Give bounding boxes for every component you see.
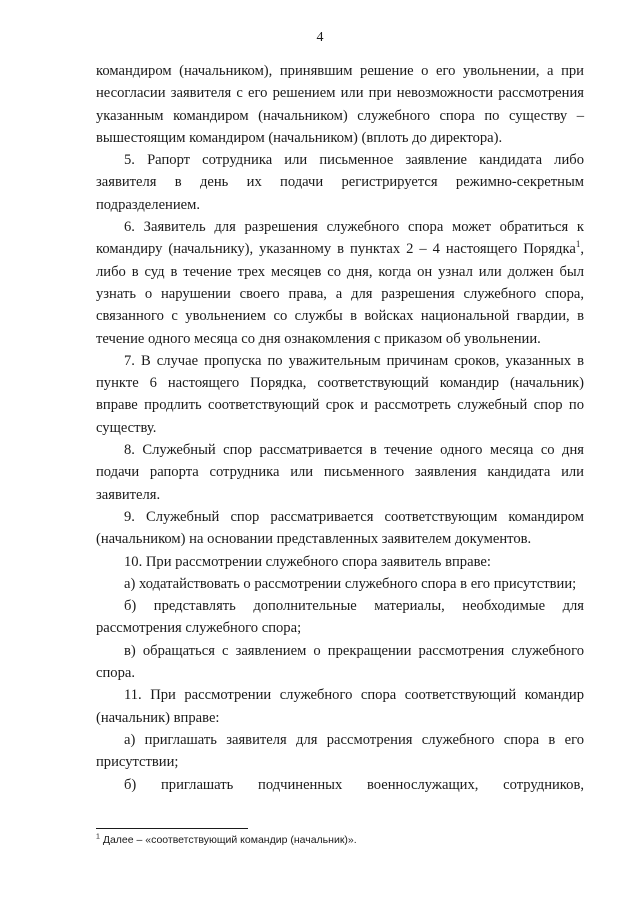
paragraph-continuation: командиром (начальником), принявшим решение о его увольнении, а при несогласии заявителя с его решением или при невозможности рассмотрения указанным командиром (начальником) служебного спора по существу – вышестоящим командиром (начальником) (вплоть до директора). xyxy=(96,63,584,146)
paragraph-9: 9. Служебный спор рассматривается соответствующим командиром (начальником) на основании представленных заявителем документов. xyxy=(96,508,584,548)
paragraph-10-a: а) ходатайствовать о рассмотрении служебного спора в его присутствии; xyxy=(124,575,577,592)
paragraph-11-a: а) приглашать заявителя для рассмотрения служебного спора в его присутствии; xyxy=(96,731,584,771)
paragraph-6 xyxy=(96,216,584,350)
paragraph-11-b: б) приглашать подчиненных военнослужащих, сотрудников, xyxy=(124,776,584,793)
document-body xyxy=(96,60,584,796)
footnote-text: Далее – «соответствующий командир (начальник)». xyxy=(102,834,357,846)
paragraph-6-part-2: , либо в суд в течение трех месяцев со дня, когда он узнал или должен был узнать о нарушении своего права, а для разрешения служебного спора, связанного с увольнением со службы в войсках национальной гвардии, в течение одного месяца со дня ознакомления с приказом об увольнении. xyxy=(96,241,584,347)
page-number: 4 xyxy=(316,30,324,45)
paragraph-8: 8. Служебный спор рассматривается в течение одного месяца со дня подачи рапорта сотрудника или письменного заявления кандидата или заявителя. xyxy=(96,442,584,503)
paragraph-10: 10. При рассмотрении служебного спора заявитель вправе: xyxy=(124,553,491,570)
footnote-reference: 1 xyxy=(575,239,581,250)
paragraph-10-b: б) представлять дополнительные материалы, необходимые для рассмотрения служебного спора; xyxy=(96,598,584,637)
paragraph-10-c: в) обращаться с заявлением о прекращении рассмотрения служебного спора. xyxy=(96,642,584,682)
footnote-marker: 1 xyxy=(96,833,100,841)
paragraph-5: 5. Рапорт сотрудника или письменное заявление кандидата либо заявителя в день их подачи регистрируется режимно-секретным подразделением. xyxy=(96,152,584,213)
paragraph-7: 7. В случае пропуска по уважительным причинам сроков, указанных в пункте 6 настоящего Порядка, соответствующий командир (начальник) вправе продлить соответствующий срок и рассмотреть служебный спор по существу. xyxy=(96,352,584,436)
footnote xyxy=(96,833,584,847)
paragraph-6-part-1: 6. Заявитель для разрешения служебного спора может обратиться к командиру (начальнику), указанному в пунктах 2 – 4 настоящего Порядка xyxy=(96,219,584,258)
footnote-divider xyxy=(96,828,248,829)
paragraph-11: 11. При рассмотрении служебного спора соответствующий командир (начальник) вправе: xyxy=(96,687,584,726)
